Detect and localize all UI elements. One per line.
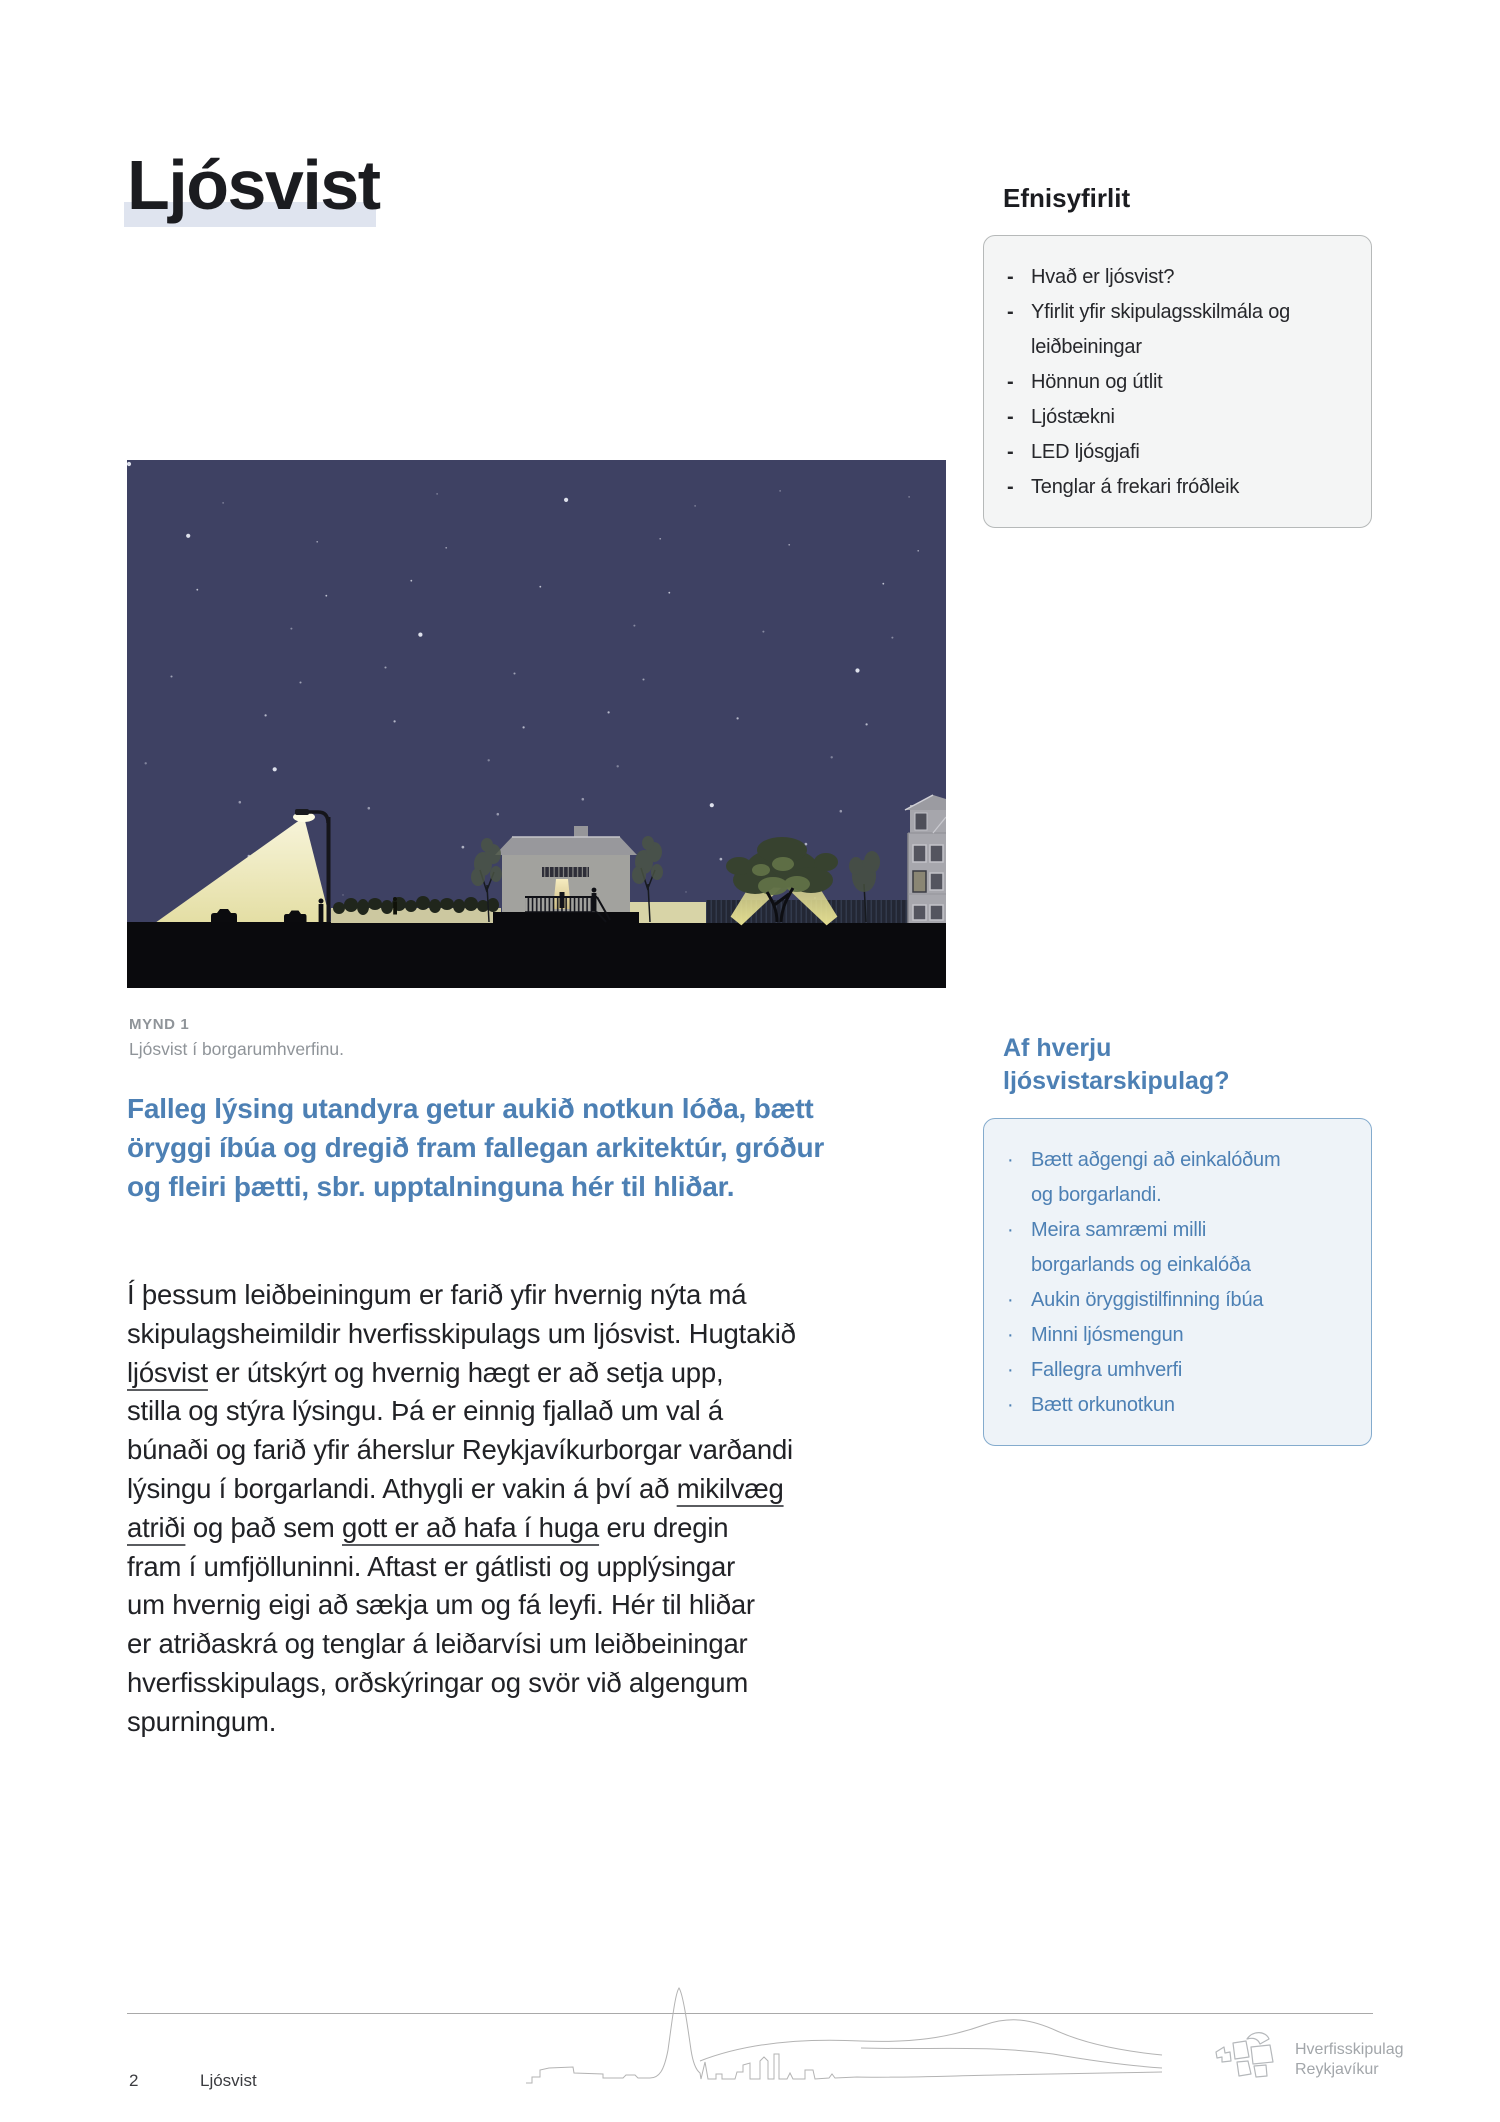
why-box <box>983 1118 1372 1446</box>
underlined-text: ljósvist <box>127 1356 208 1388</box>
body-text: og það sem <box>185 1511 342 1543</box>
why-heading-line: Af hverju <box>1003 1034 1112 1062</box>
apartment-building <box>905 795 946 923</box>
bullet-icon: - <box>1007 301 1014 323</box>
toc-item <box>1004 365 1353 400</box>
bullet-icon: · <box>1007 1149 1014 1171</box>
body-text: stilla og stýra lýsingu. Þá er einnig fjallað um val á <box>127 1395 724 1427</box>
lead-line: Falleg lýsing utandyra getur aukið notkun lóða, bætt <box>127 1093 814 1124</box>
lead-paragraph <box>127 1089 987 1206</box>
bullet-icon: - <box>1007 371 1014 393</box>
list-item-text: Meira samræmi milli borgarlands og einkalóða <box>1031 1219 1251 1276</box>
underlined-text: mikilvæg <box>676 1472 784 1504</box>
night-scene-illustration <box>127 460 946 988</box>
why-item <box>1004 1318 1353 1353</box>
toc-item <box>1004 470 1353 505</box>
bullet-icon: · <box>1007 1324 1014 1346</box>
why-item <box>1004 1283 1353 1318</box>
bullet-icon: · <box>1007 1359 1014 1381</box>
body-text: um hvernig eigi að sækja um og fá leyfi. Hér til hliðar <box>127 1589 755 1621</box>
toc-item <box>1004 260 1353 295</box>
bullet-icon: - <box>1007 476 1014 498</box>
bullet-icon: · <box>1007 1394 1014 1416</box>
toc-list <box>1004 260 1353 505</box>
list-item-text: Hvað er ljósvist? <box>1031 266 1175 288</box>
bullet-icon: - <box>1007 406 1014 428</box>
list-item-text: Minni ljósmengun <box>1031 1324 1184 1346</box>
figure-label: MYND 1 <box>129 1016 190 1033</box>
list-item-text: Tenglar á frekari fróðleik <box>1031 476 1240 498</box>
toc-box <box>983 235 1372 528</box>
bullet-icon: - <box>1007 266 1014 288</box>
title-block <box>127 146 380 224</box>
small-figure <box>393 897 397 915</box>
body-text: er atriðaskrá og tenglar á leiðarvísi um leiðbeiningar <box>127 1628 748 1660</box>
house <box>493 826 639 932</box>
list-item-text: Bætt aðgengi að einkalóðum og borgarlandi. <box>1031 1149 1281 1206</box>
hverfisskipulag-logo-icon <box>1214 2028 1284 2084</box>
body-text: Í þessum leiðbeiningum er farið yfir hvernig nýta má <box>127 1279 747 1310</box>
body-text: skipulagsheimildir hverfisskipulags um ljósvist. Hugtakið <box>127 1317 796 1349</box>
list-item-text: Yfirlit yfir skipulagsskilmála og leiðbeiningar <box>1031 301 1291 358</box>
reykjavik-skyline-drawing <box>516 1984 1176 2096</box>
why-item <box>1004 1213 1353 1283</box>
why-item <box>1004 1388 1353 1423</box>
list-item-text: Bætt orkunotkun <box>1031 1394 1175 1416</box>
body-text: lýsingu í borgarlandi. Athygli er vakin á því að <box>127 1472 677 1504</box>
underlined-text: gott er að hafa í huga <box>342 1511 600 1543</box>
logo-line: Reykjavíkur <box>1295 2060 1379 2078</box>
page-title: Ljósvist <box>127 146 380 224</box>
logo-text <box>1295 2040 1403 2079</box>
why-heading <box>1003 1032 1229 1098</box>
bullet-icon: · <box>1007 1219 1014 1241</box>
toc-item <box>1004 295 1353 365</box>
toc-heading: Efnisyfirlit <box>1003 183 1131 213</box>
person-on-steps <box>592 888 597 911</box>
body-text: spurningum. <box>127 1705 277 1737</box>
body-text: eru dregin <box>599 1511 729 1543</box>
pedestrian <box>319 899 324 923</box>
list-item-text: LED ljósgjafi <box>1031 441 1140 463</box>
toc-item <box>1004 435 1353 470</box>
lead-line: og fleiri þætti, sbr. upptalninguna hér til hliðar. <box>127 1171 735 1202</box>
page-number: 2 <box>129 2071 139 2090</box>
bullet-icon: - <box>1007 441 1014 463</box>
list-item-text: Ljóstækni <box>1031 406 1115 428</box>
why-item <box>1004 1353 1353 1388</box>
body-text: búnaði og farið yfir áherslur Reykjavíkurborgar varðandi <box>127 1434 793 1466</box>
underlined-text: atriði <box>127 1511 186 1543</box>
footer-doc-title: Ljósvist <box>200 2071 257 2090</box>
lead-line: öryggi íbúa og dregið fram fallegan arkitektúr, gróður <box>127 1132 825 1163</box>
list-item-text: Aukin öryggistilfinning íbúa <box>1031 1289 1264 1311</box>
why-item <box>1004 1143 1353 1213</box>
logo-line: Hverfisskipulag <box>1295 2041 1404 2058</box>
lit-garden-wall <box>630 902 708 923</box>
body-text: fram í umfjölluninni. Aftast er gátlisti og upplýsingar <box>127 1550 736 1582</box>
body-paragraph <box>127 1276 997 1742</box>
toc-item <box>1004 400 1353 435</box>
figure-caption: Ljósvist í borgarumhverfinu. <box>129 1039 344 1059</box>
bullet-icon: · <box>1007 1289 1014 1311</box>
why-list <box>1004 1143 1353 1423</box>
body-text: hverfisskipulags, orðskýringar og svör við algengum <box>127 1666 749 1698</box>
list-item-text: Hönnun og útlit <box>1031 371 1163 393</box>
list-item-text: Fallegra umhverfi <box>1031 1359 1183 1381</box>
why-heading-line: ljósvistarskipulag? <box>1003 1067 1230 1095</box>
body-text: er útskýrt og hvernig hægt er að setja upp, <box>207 1356 724 1388</box>
